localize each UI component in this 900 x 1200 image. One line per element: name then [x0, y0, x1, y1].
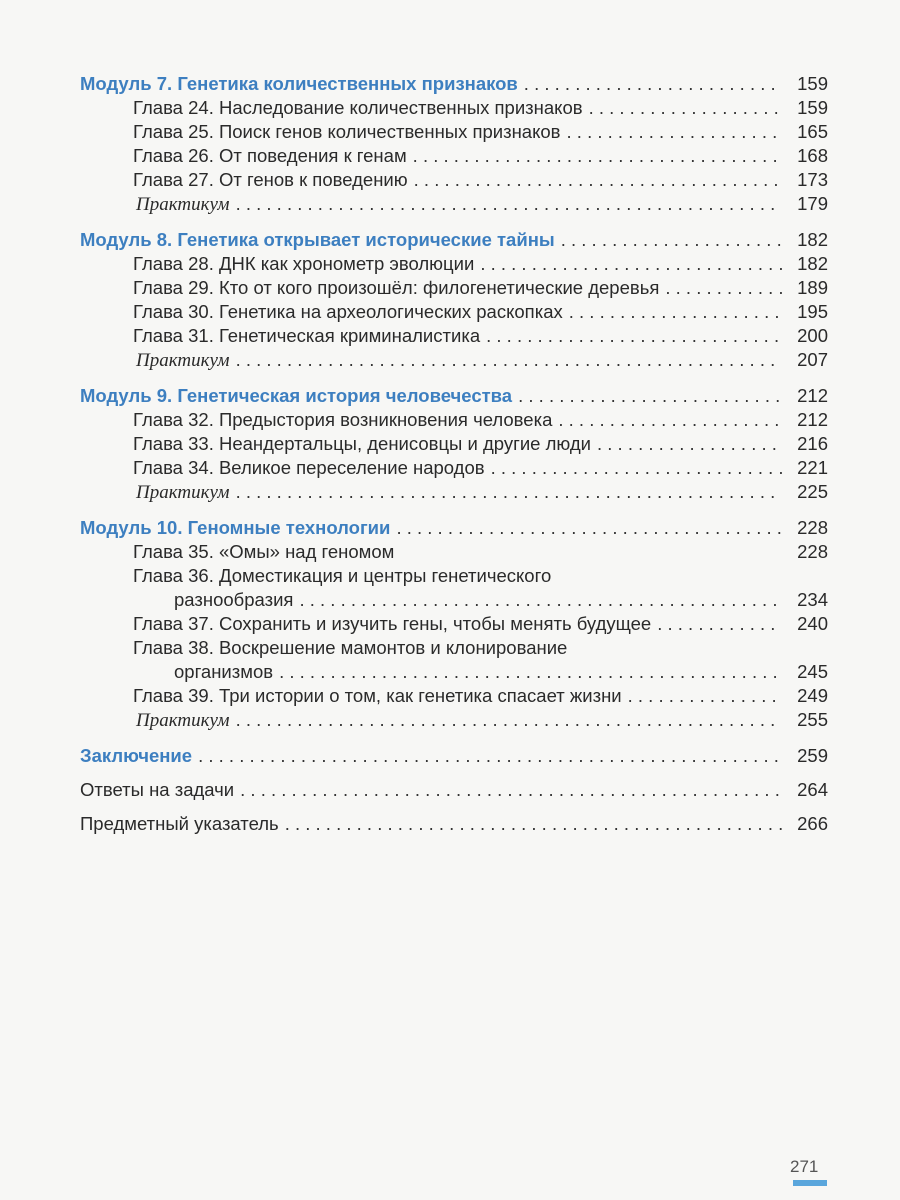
toc-practicum-title: Практикум: [136, 710, 230, 731]
toc-module-9[interactable]: [80, 384, 828, 408]
toc-chapter-title: Глава 29. Кто от кого произошёл: филогенетические деревья: [133, 277, 660, 298]
toc-module-title: Модуль 10. Геномные технологии: [80, 517, 391, 538]
toc-chapter-36-line1[interactable]: Глава 36. Доместикация и центры генетического: [133, 565, 552, 586]
toc-page-number: 264: [797, 779, 828, 800]
toc-chapter-38[interactable]: [80, 660, 828, 684]
toc-chapter-34[interactable]: [80, 456, 828, 480]
toc-chapter-28[interactable]: [80, 252, 828, 276]
leader-dots: [524, 72, 782, 96]
toc-module-title: Модуль 7. Генетика количественных признаков: [80, 73, 518, 94]
toc-practicum-10[interactable]: [80, 708, 828, 733]
leader-dots: [486, 324, 782, 348]
toc-page-number: 228: [797, 517, 828, 538]
toc-page-number: 234: [797, 589, 828, 610]
leader-dots: [558, 408, 782, 432]
toc-page-number: 200: [797, 325, 828, 346]
toc-chapter-title: Глава 37. Сохранить и изучить гены, чтобы менять будущее: [133, 613, 652, 634]
toc-page-number: 159: [797, 97, 828, 118]
toc-page-number: 249: [797, 685, 828, 706]
toc-module-title: Модуль 8. Генетика открывает исторические тайны: [80, 229, 555, 250]
toc-page-number: 240: [797, 613, 828, 634]
toc-answers[interactable]: [80, 778, 828, 802]
toc-page-number: 173: [797, 169, 828, 190]
spacer: [80, 802, 828, 812]
toc-practicum-7[interactable]: [80, 192, 828, 217]
leader-dots: [236, 480, 782, 504]
leader-dots: [480, 252, 782, 276]
toc-chapter-31[interactable]: [80, 324, 828, 348]
toc-practicum-title: Практикум: [136, 350, 230, 371]
leader-dots: [569, 300, 782, 324]
toc-page-number: 179: [797, 193, 828, 214]
toc-chapter-title: Глава 30. Генетика на археологических раскопках: [133, 301, 563, 322]
toc-chapter-title: Глава 27. От генов к поведению: [133, 169, 408, 190]
toc-chapter-38-line1[interactable]: Глава 38. Воскрешение мамонтов и клонирование: [133, 637, 568, 658]
leader-dots: [299, 588, 782, 612]
leader-dots: [597, 432, 782, 456]
leader-dots: [396, 516, 782, 540]
toc-answers-title: Ответы на задачи: [80, 779, 235, 800]
toc-page-number: 207: [797, 349, 828, 370]
toc-chapter-title: Глава 24. Наследование количественных признаков: [133, 97, 583, 118]
toc-chapter-title-cont: организмов: [174, 661, 274, 682]
toc-chapter-title-cont: разнообразия: [174, 589, 294, 610]
table-of-contents: [80, 72, 828, 836]
leader-dots: [413, 144, 782, 168]
leader-dots: [567, 120, 782, 144]
toc-practicum-9[interactable]: [80, 480, 828, 505]
toc-chapter-37[interactable]: [80, 612, 828, 636]
leader-dots: [657, 612, 782, 636]
leader-dots: [236, 708, 782, 732]
toc-chapter-title: Глава 26. От поведения к генам: [133, 145, 407, 166]
spacer: [80, 373, 828, 384]
toc-chapter-35[interactable]: [80, 540, 828, 564]
toc-chapter-title: Глава 33. Неандертальцы, денисовцы и другие люди: [133, 433, 591, 454]
toc-page-number: 259: [797, 745, 828, 766]
toc-page-number: 212: [797, 385, 828, 406]
page-number: 271: [790, 1157, 819, 1176]
toc-chapter-30[interactable]: [80, 300, 828, 324]
leader-dots: [198, 744, 782, 768]
toc-page-number: 195: [797, 301, 828, 322]
toc-conclusion[interactable]: [80, 744, 828, 768]
toc-page-number: 266: [797, 813, 828, 834]
leader-dots: [240, 778, 782, 802]
toc-page-number: 182: [797, 253, 828, 274]
leader-dots: [665, 276, 782, 300]
toc-page-number: 221: [797, 457, 828, 478]
leader-dots: [279, 660, 782, 684]
toc-chapter-32[interactable]: [80, 408, 828, 432]
toc-page-number: 159: [797, 73, 828, 94]
toc-chapter-title: Глава 34. Великое переселение народов: [133, 457, 485, 478]
toc-index[interactable]: [80, 812, 828, 836]
toc-page-number: 245: [797, 661, 828, 682]
toc-chapter-33[interactable]: [80, 432, 828, 456]
toc-page-number: 228: [797, 541, 828, 562]
toc-page-number: 189: [797, 277, 828, 298]
toc-practicum-title: Практикум: [136, 194, 230, 215]
spacer: [80, 768, 828, 778]
toc-page-number: 255: [797, 709, 828, 730]
toc-conclusion-title: Заключение: [80, 745, 193, 766]
leader-dots: [491, 456, 782, 480]
toc-chapter-29[interactable]: [80, 276, 828, 300]
toc-chapter-title: Глава 35. «Омы» над геномом: [133, 541, 395, 562]
toc-page-number: 216: [797, 433, 828, 454]
toc-chapter-title: Глава 31. Генетическая криминалистика: [133, 325, 481, 346]
toc-chapter-36[interactable]: [80, 588, 828, 612]
leader-dots: [589, 96, 782, 120]
leader-dots: [236, 348, 782, 372]
leader-dots: [561, 228, 782, 252]
toc-chapter-25[interactable]: [80, 120, 828, 144]
leader-dots: [414, 168, 782, 192]
leader-dots: [285, 812, 782, 836]
toc-page-number: 168: [797, 145, 828, 166]
toc-chapter-24[interactable]: [80, 96, 828, 120]
leader-dots: [628, 684, 782, 708]
toc-page-number: 212: [797, 409, 828, 430]
toc-module-8[interactable]: [80, 228, 828, 252]
spacer: [80, 733, 828, 744]
toc-page-number: 225: [797, 481, 828, 502]
toc-index-title: Предметный указатель: [80, 813, 279, 834]
spacer: [80, 217, 828, 228]
toc-practicum-title: Практикум: [136, 482, 230, 503]
toc-chapter-39[interactable]: [80, 684, 828, 708]
toc-chapter-title: Глава 28. ДНК как хронометр эволюции: [133, 253, 475, 274]
toc-module-7[interactable]: [80, 72, 828, 96]
spacer: [80, 505, 828, 516]
toc-chapter-title: Глава 32. Предыстория возникновения человека: [133, 409, 553, 430]
toc-chapter-26[interactable]: [80, 144, 828, 168]
toc-module-title: Модуль 9. Генетическая история человечества: [80, 385, 513, 406]
leader-dots: [518, 384, 782, 408]
leader-dots: [236, 192, 782, 216]
toc-chapter-title: Глава 39. Три истории о том, как генетика спасает жизни: [133, 685, 622, 706]
toc-page-number: 182: [797, 229, 828, 250]
page-number-accent-bar: [793, 1180, 827, 1186]
toc-module-10[interactable]: [80, 516, 828, 540]
toc-chapter-27[interactable]: [80, 168, 828, 192]
toc-practicum-8[interactable]: [80, 348, 828, 373]
toc-chapter-title: Глава 25. Поиск генов количественных признаков: [133, 121, 561, 142]
toc-page-number: 165: [797, 121, 828, 142]
